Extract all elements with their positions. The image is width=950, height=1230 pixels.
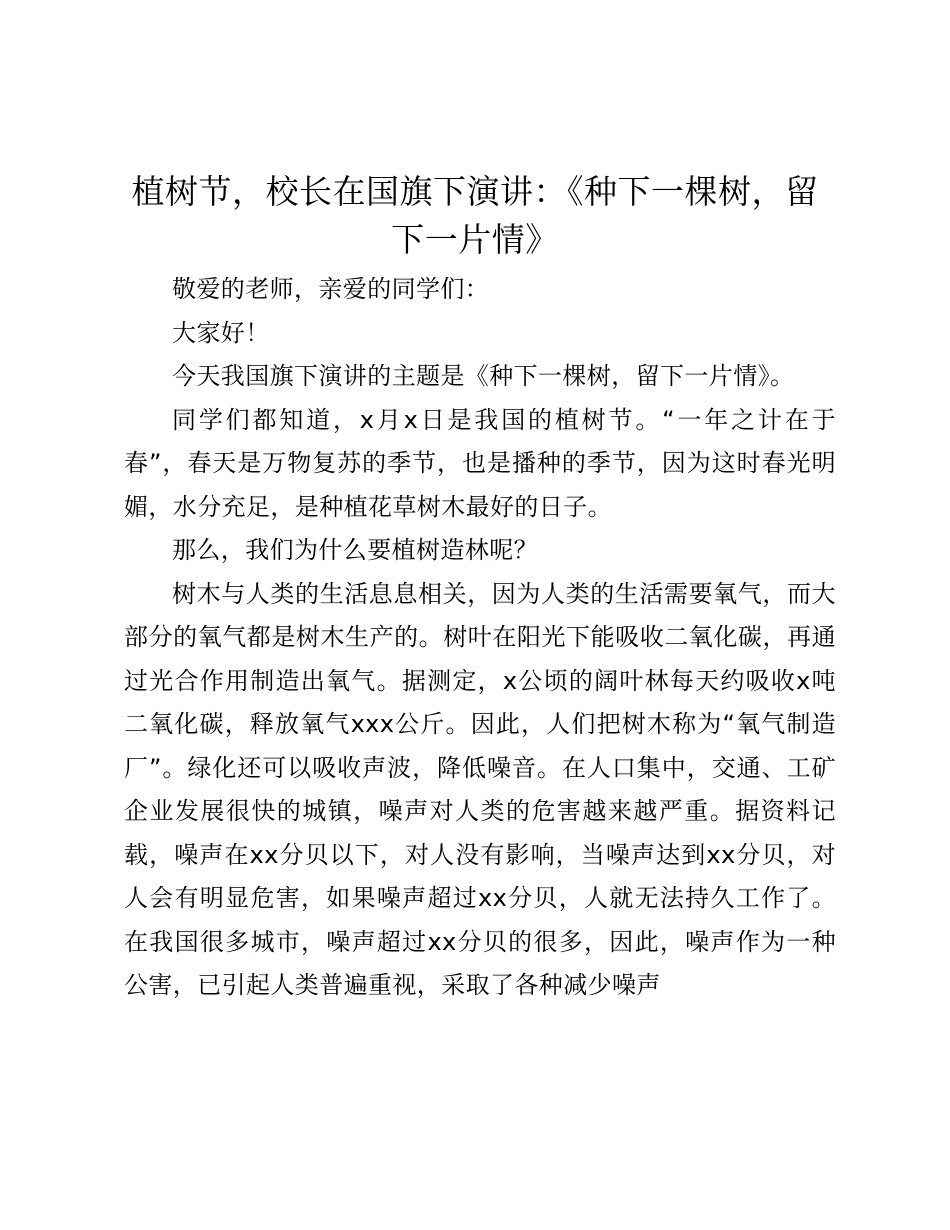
paragraph-question: 那么，我们为什么要植树造林呢？ [172,536,538,564]
paragraph-hello: 大家好！ [172,318,270,347]
paragraph-topic: 今天我国旗下演讲的主题是《种下一棵树，留下一片情》。 [172,362,795,390]
paragraph-greeting: 敬爱的老师，亲爱的同学们： [172,275,490,303]
paragraph-arbor-day: 同学们都知道，x月x日是我国的植树节。“一年之计在于春”，春天是万物复苏的季节，也是播种的季节，因为这时春光明媚，水分充足，是种植花草树木最好的日子。 [124,405,836,521]
document-title: 植树节，校长在国旗下演讲：《种下一棵树，留下一片情》 [131,172,819,259]
paragraph-trees-benefits: 树木与人类的生活息息相关，因为人类的生活需要氧气，而大部分的氧气都是树木生产的。树叶在阳光下能吸收二氧化碳，再通过光合作用制造出氧气。据测定，x公顷的阔叶林每天约吸收x吨二氧化碳，释放氧气xxx公斤。因此，人们把树木称为“氧气制造厂”。绿化还可以吸收声波，降低噪音。在人口集中，交通、工矿企业发展很快的城镇，噪声对人类的危害越来越严重。据资料记载，噪声在xx分贝以下，对人没有影响，当噪声达到xx分贝，对人会有明显危害，如果噪声超过xx分贝，人就无法持久工作了。在我国很多城市，噪声超过xx分贝的很多，因此，噪声作为一种公害，已引起人类普遍重视，采取了各种减少噪声 [124,579,836,999]
document-body [124,268,836,1008]
